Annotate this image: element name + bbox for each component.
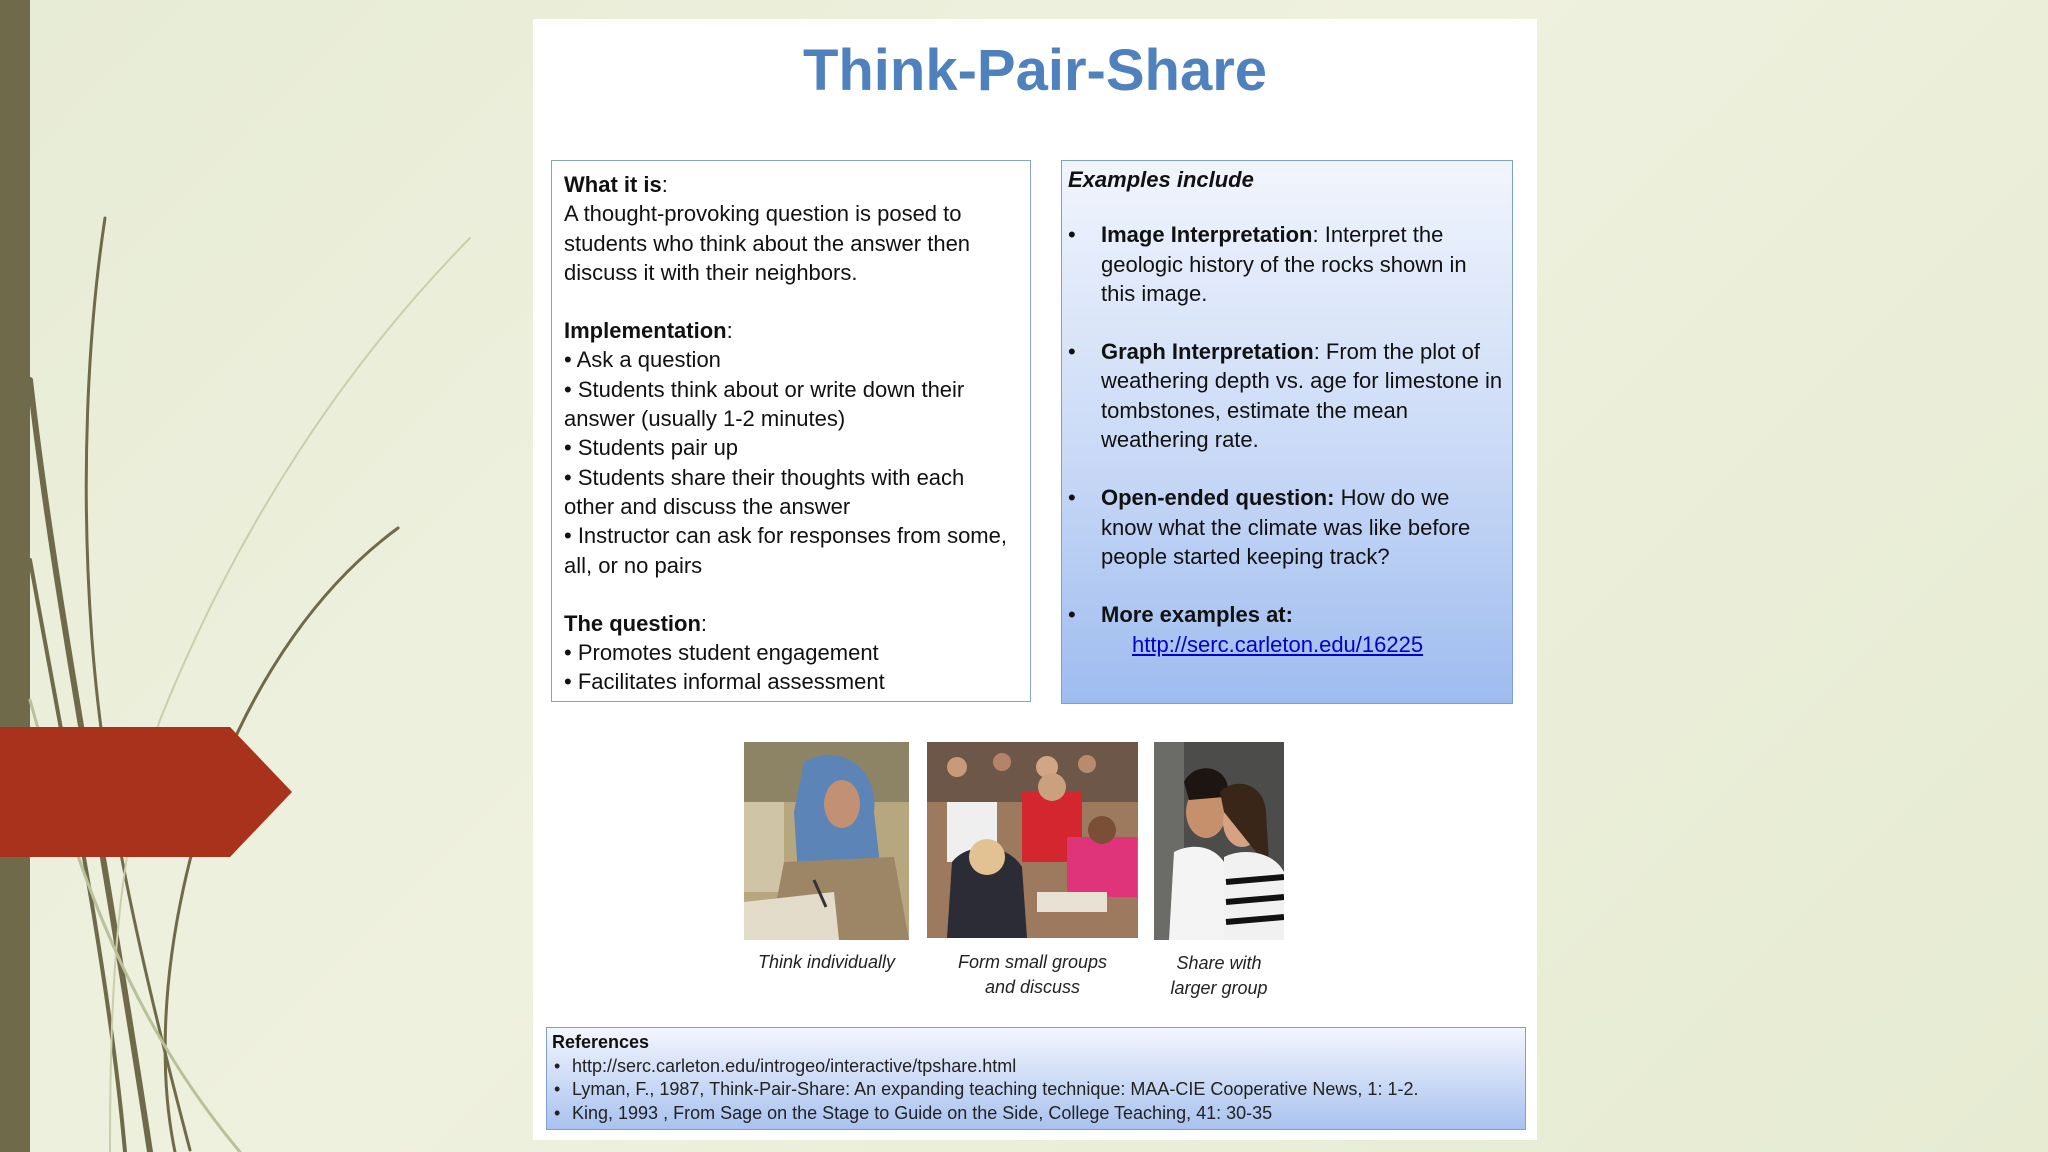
question-item: • Promotes student engagement bbox=[564, 640, 879, 666]
slide-content bbox=[533, 19, 1537, 1140]
implementation-heading: Implementation: bbox=[564, 318, 733, 344]
implementation-item: • Students pair up bbox=[564, 435, 739, 461]
implementation-item: • Students think about or write down their answer (usually 1-2 minutes) bbox=[564, 376, 965, 432]
share-larger-group-photo bbox=[1154, 742, 1284, 940]
example-item: • Graph Interpretation: From the plot of weathering depth vs. age for limestone in tombstones, estimate the mean weathering rate. bbox=[1068, 339, 1503, 453]
what-it-is-heading: What it is: bbox=[564, 172, 668, 197]
example-item: • Open-ended question: How do we know what the climate was like before people started keeping track? bbox=[1068, 485, 1471, 569]
question-item: • Facilitates informal assessment bbox=[564, 669, 885, 695]
implementation-item: • Ask a question bbox=[564, 347, 721, 373]
decorative-swooshes bbox=[0, 0, 500, 1152]
references-box bbox=[546, 1027, 1526, 1130]
reference-item: • King, 1993 , From Sage on the Stage to Guide on the Side, College Teaching, 41: 30-35 bbox=[552, 1102, 1520, 1126]
more-examples-link[interactable]: http://serc.carleton.edu/16225 bbox=[1132, 631, 1424, 657]
small-groups-photo bbox=[927, 742, 1138, 938]
question-heading: The question: bbox=[564, 610, 708, 636]
implementation-item: • Students share their thoughts with each other and discuss the answer bbox=[564, 464, 965, 519]
references-heading: References bbox=[552, 1032, 650, 1052]
photo-caption: Think individually bbox=[757, 952, 896, 972]
examples-heading: Examples include bbox=[1068, 167, 1254, 192]
what-it-is-text: A thought-provoking question is posed to students who think about the answer then discuss it with their neighbors. bbox=[564, 201, 971, 285]
reference-item: • Lyman, F., 1987, Think-Pair-Share: An expanding teaching technique: MAA-CIE Cooperative News, 1: 1-2. bbox=[552, 1078, 1520, 1102]
slide-title: Think-Pair-Share bbox=[802, 38, 1268, 103]
example-item: • Image Interpretation: Interpret the geologic history of the rocks shown in this image. bbox=[1068, 222, 1467, 306]
examples-box bbox=[1061, 160, 1513, 704]
photo-caption: Share with larger group bbox=[1170, 953, 1268, 998]
photo-caption: Form small groups and discuss bbox=[957, 952, 1108, 997]
think-individually-photo bbox=[744, 742, 909, 940]
implementation-item: • Instructor can ask for responses from some, all, or no pairs bbox=[564, 523, 1007, 578]
reference-item: • http://serc.carleton.edu/introgeo/interactive/tpshare.html bbox=[552, 1055, 1520, 1079]
red-arrow-tab bbox=[0, 727, 292, 857]
more-examples-item: • More examples at: http://serc.carleton.edu/16225 bbox=[1068, 600, 1506, 659]
what-it-is-box bbox=[551, 160, 1031, 702]
